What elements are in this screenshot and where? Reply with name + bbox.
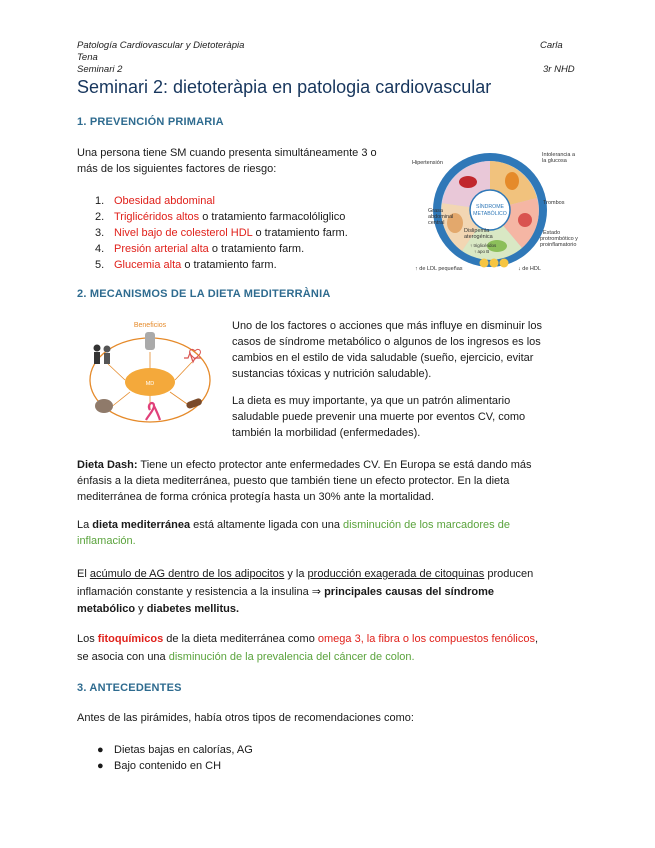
blood-pressure-icon: [459, 176, 477, 188]
header-course-year: 3r NHD: [543, 64, 575, 75]
header-course: [77, 40, 244, 76]
risk-factor-rest: o tratamiento farm.: [181, 259, 277, 271]
diagram-center-label: SÍNDROME: [476, 204, 504, 210]
diagram-center: [470, 190, 510, 230]
mediterranean-benefits-diagram: [80, 318, 220, 430]
benefits-center-label: MD: [145, 381, 155, 387]
section3-intro: Antes de las pirámides, había otros tipos de recomendaciones como:: [77, 712, 414, 724]
paragraph-line: sustancias tóxicas y nutrición saludable).: [232, 368, 432, 380]
dash-diet-paragraph: [77, 457, 532, 505]
header-author: [540, 40, 563, 52]
section1-intro-line1: Una persona tiene SM cuando presenta simultáneamente 3 o: [77, 147, 377, 159]
phytochemicals-paragraph: [77, 631, 538, 665]
elderly-couple-icon: [104, 353, 110, 364]
pink-ribbon-icon: [146, 403, 160, 420]
section2-diet-paragraph: [232, 393, 525, 441]
paragraph-text: y: [135, 603, 147, 615]
risk-factor-highlight: Presión arterial alta: [114, 243, 209, 255]
elderly-couple-icon: [94, 352, 100, 364]
section1-intro: [77, 145, 377, 177]
paragraph-line: énfasis a la dieta mediterránea, puesto que también tiene un efecto protector. En la dieta: [77, 475, 510, 487]
phytochemicals-term: fitoquímicos: [97, 633, 164, 645]
bold-term: diabetes mellitus.: [146, 603, 240, 615]
header-seminar: Seminari 2: [77, 64, 123, 75]
inflammation-highlight: inflamación.: [77, 535, 136, 547]
connector-line: [175, 362, 192, 380]
list-item: [95, 193, 348, 209]
list-number: 4.: [95, 243, 105, 255]
header-course-title: Patología Cardiovascular y Dietoteràpia: [77, 40, 245, 51]
risk-factor-highlight: Glucemia alta: [114, 259, 182, 271]
label-low-hdl: ↓ de HDL: [518, 266, 541, 272]
list-number: 3.: [95, 227, 105, 239]
bullet-icon: ●: [97, 744, 104, 756]
list-number: 5.: [95, 259, 105, 271]
risk-factor-rest: o tratamiento farm.: [252, 227, 348, 239]
label-glucose-intolerance: la glucosa: [542, 158, 567, 164]
paragraph-line: también la morbilidad (enfermedades).: [232, 427, 421, 439]
label-dyslipidemia: Dislipemia: [464, 228, 490, 234]
diagram-center-label: METABÓLICO: [473, 211, 507, 217]
paragraph-text: inflamación constante y resistencia a la insulina ⇒: [77, 586, 325, 598]
list-item: [95, 758, 253, 774]
risk-factor-rest: o tratamiento farm.: [208, 243, 305, 255]
ldl-particle-icon: [490, 259, 499, 268]
label-prothrombotic-state: protrombótico y: [540, 236, 578, 242]
label-apob: ↑ apo B: [474, 249, 490, 254]
section3-heading: 3. ANTECEDENTES: [77, 682, 182, 694]
paragraph-line: mediterránea de forma crónica protegía hasta un 30% ante la mortalidad.: [77, 491, 435, 503]
label-dyslipidemia: aterogénica: [464, 234, 493, 240]
label-prothrombotic-state: proinflamatorio: [540, 242, 577, 248]
underlined-term: producción exagerada de citoquinas: [307, 568, 485, 580]
section2-lifestyle-paragraph: [232, 318, 542, 382]
paragraph-line: Uno de los factores o acciones que más influye en disminuir los: [232, 320, 542, 332]
elderly-couple-icon: [104, 346, 111, 353]
header-author-name: Carla: [540, 40, 563, 51]
section1-heading: 1. PREVENCIÓN PRIMARIA: [77, 116, 224, 128]
underlined-term: acúmulo de AG dentro de los adipocitos: [89, 568, 285, 580]
label-hypertension: Hipertensión: [412, 160, 443, 166]
ldl-particle-icon: [480, 259, 489, 268]
inflammation-highlight: disminución de los marcadores de: [343, 519, 510, 531]
hdl-particle-icon: [500, 259, 509, 268]
paragraph-text: de la dieta mediterránea como: [163, 633, 318, 645]
risk-factor-rest: o tratamiento farmacolóliglico: [199, 211, 346, 223]
inflammation-paragraph: [77, 517, 510, 549]
pancreas-icon: [505, 172, 519, 190]
label-thrombi: Trombos: [543, 200, 565, 206]
list-number: 2.: [95, 211, 105, 223]
connector-line: [108, 364, 125, 380]
paragraph-line: La dieta es muy importante, ya que un patrón alimentario: [232, 395, 511, 407]
risk-factor-highlight: Obesidad abdominal: [114, 195, 215, 207]
list-item: [95, 742, 253, 758]
paragraph-line: casos de síndrome metabólico o algunos de los ingresos es los: [232, 336, 541, 348]
list-item: [95, 225, 348, 241]
elderly-couple-icon: [94, 345, 101, 352]
paragraph-line: Tiene un efecto protector ante enfermedades CV. En Europa se está dando más: [137, 459, 532, 471]
paragraph-text: está altamente ligada con una: [190, 519, 344, 531]
label-small-ldl: ↑ de LDL pequeñas: [415, 266, 463, 272]
bullet-icon: ●: [97, 760, 104, 772]
paragraph-line: saludable puede prevenir una muerte por eventos CV, como: [232, 411, 526, 423]
risk-factor-list: [95, 193, 348, 273]
label-triglycerides: ↑ triglicéridos: [470, 243, 497, 248]
bold-term: metabólico: [77, 603, 136, 615]
label-abdominal-fat: abdominal: [428, 214, 454, 220]
label-glucose-intolerance: Intolerancia a: [542, 152, 576, 158]
section2-heading: 2. MECANISMOS DE LA DIETA MEDITERRÀNIA: [77, 288, 331, 300]
section1-intro-line2: más de los siguientes factores de riesgo:: [77, 163, 277, 175]
statue-icon: [145, 332, 155, 350]
adipocyte-paragraph: [77, 566, 533, 617]
thrombus-icon: [518, 213, 532, 227]
label-prothrombotic-state: Estado: [543, 230, 561, 236]
connector-line: [110, 392, 130, 408]
list-item-text: Dietas bajas en calorías, AG: [114, 744, 253, 756]
paragraph-line: cambios en el estilo de vida saludable (sueño, ejercicio, evitar: [232, 352, 534, 364]
dash-diet-label: Dieta Dash:: [77, 459, 138, 471]
paragraph-text: y la: [284, 568, 308, 580]
paragraph-text: Los: [77, 633, 98, 645]
phytochemicals-examples: omega 3, la fibra o los compuestos fenólicos: [317, 633, 535, 645]
label-abdominal-fat: central: [428, 220, 445, 226]
paragraph-text: se asocia con una: [77, 651, 169, 663]
list-item-text: Bajo contenido en CH: [114, 760, 222, 772]
paragraph-text: producen: [484, 568, 534, 580]
list-number: 1.: [95, 195, 105, 207]
list-item: [95, 257, 348, 273]
recommendations-list: [95, 742, 253, 774]
list-item: [95, 209, 348, 225]
header-author-surname: Tena: [77, 52, 98, 63]
list-item: [95, 241, 348, 257]
paragraph-text: ,: [534, 633, 539, 645]
benefits-diagram-title: Beneficios: [133, 322, 167, 329]
paragraph-text: La: [77, 519, 93, 531]
metabolic-syndrome-diagram: [412, 148, 582, 280]
risk-factor-highlight: Nivel bajo de colesterol HDL: [114, 227, 253, 239]
risk-factor-highlight: Triglicéridos altos: [114, 211, 200, 223]
paragraph-text: El: [77, 568, 90, 580]
bold-term: principales causas del síndrome: [324, 586, 495, 598]
brain-icon: [95, 399, 113, 413]
mediterranean-diet-term: dieta mediterránea: [92, 519, 191, 531]
page-title: Seminari 2: dietoteràpia en patologia cardiovascular: [77, 77, 492, 97]
label-abdominal-fat: Grasa: [428, 208, 443, 214]
colon-cancer-highlight: disminución de la prevalencia del cáncer de colon.: [168, 651, 415, 663]
